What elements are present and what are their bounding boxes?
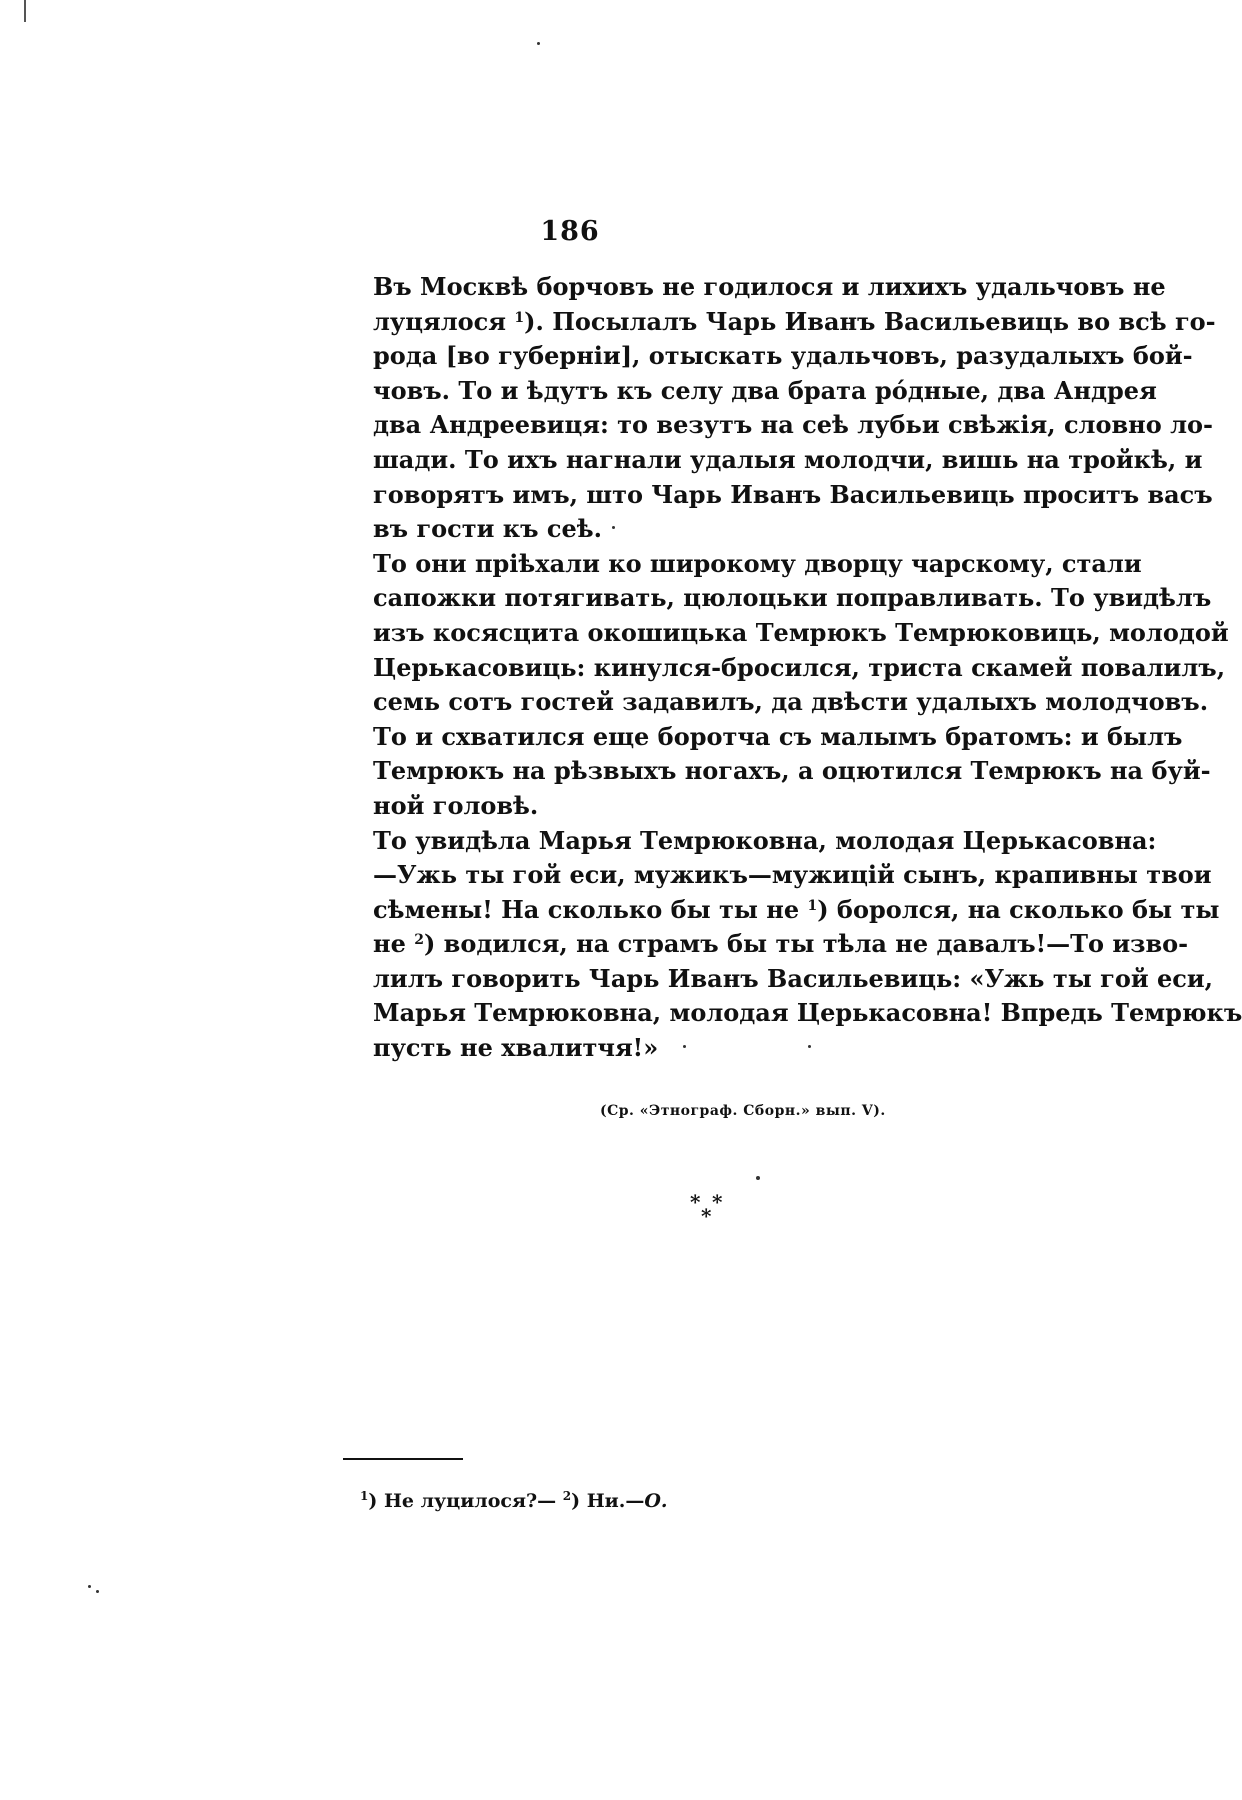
text-fragment: ) водился, на страмъ бы ты тѣла не давалъ!—То изво-: [423, 929, 1189, 959]
text-line: —Ужь ты гой еси, мужикъ—мужицій сынъ, крапивны твои: [373, 860, 1212, 890]
footnote-marker: 1: [360, 1489, 369, 1503]
text-line: Темрюкъ на рѣзвыхъ ногахъ, а оцютился Темрюкъ на буй-: [373, 756, 1211, 786]
source-citation: (Ср. «Этнограф. Сборн.» вып. V).: [600, 1103, 886, 1119]
text-line: Въ Москвѣ борчовъ не годилося и лихихъ удальчовъ не: [373, 272, 1166, 301]
footnote-text: ) Не луцилося?—: [368, 1490, 563, 1512]
text-line: сапожки потягивать, цюлоцьки поправливать. То увидѣлъ: [373, 583, 1212, 613]
text-line: шади. То ихъ нагнали удалыя молодчи, вишь на тройкѣ, и: [373, 444, 1203, 474]
text-fragment: ) боролся, на сколько бы ты: [817, 894, 1220, 924]
footnote-marker: 2: [562, 1489, 572, 1503]
text-line: човъ. То и ѣдутъ къ селу два брата рóдные, два Андрея: [373, 375, 1157, 405]
text-line: [343, 305, 1216, 340]
text-fragment: луцялося: [373, 306, 515, 336]
text-line: рода [во губерніи], отыскать удальчовъ, разудалыхъ бой-: [373, 341, 1193, 371]
paragraph-3: [343, 824, 1242, 1066]
paragraph-1: [343, 270, 1216, 547]
main-text: [343, 270, 1242, 1066]
text-line: ной головѣ.: [373, 790, 539, 820]
text-line: въ гости къ сеѣ.: [373, 514, 603, 544]
text-line: Церькасовиць: кинулся-бросился, триста скамей повалилъ,: [373, 652, 1226, 682]
footnote-ref: 1: [807, 897, 818, 914]
scan-speck: [88, 1585, 91, 1588]
text-fragment: ). Посылалъ Чарь Иванъ Васильевиць во всѣ го-: [524, 306, 1216, 336]
footnote: [360, 1490, 668, 1512]
scan-speck: [96, 1590, 99, 1593]
text-line: говорятъ имъ, што Чарь Иванъ Васильевиць проситъ васъ: [373, 479, 1213, 509]
scan-speck: [537, 42, 540, 45]
footnote-signature: О.: [644, 1490, 668, 1512]
footnote-ref: 2: [414, 932, 424, 949]
text-line: То увидѣла Марья Темрюковна, молодая Церькасовна:: [373, 825, 1157, 855]
asterisk: *: [701, 1204, 712, 1228]
paragraph-2: [343, 547, 1229, 824]
text-line: То они пріѣхали ко широкому дворцу чарскому, стали: [373, 548, 1142, 578]
page-number: 186: [540, 216, 600, 247]
footnote-divider: [343, 1458, 463, 1460]
footnote-ref: 1: [514, 309, 525, 326]
text-line: лилъ говорить Чарь Иванъ Васильевиць: «Ужь ты гой еси,: [373, 963, 1214, 993]
scan-edge-mark: [24, 0, 26, 22]
text-line: изъ косясцита окошицька Темрюкъ Темрюковиць, молодой: [373, 617, 1229, 647]
scan-speck: [756, 1176, 760, 1180]
text-fragment: сѣмены! На сколько бы ты не: [373, 894, 808, 924]
text-line: Марья Темрюковна, молодая Церькасовна! Впредь Темрюкъ: [373, 998, 1242, 1028]
asterism-separator: [690, 1190, 730, 1230]
text-line: пусть не хвалитчя!»: [373, 1033, 659, 1063]
text-line: два Андреевиця: то везутъ на сеѣ лубьи свѣжія, словно ло-: [373, 410, 1213, 440]
text-line: семь сотъ гостей задавилъ, да двѣсти удалыхъ молодчовъ.: [373, 687, 1209, 717]
text-line: [343, 927, 1189, 962]
asterisk: *: [712, 1190, 723, 1214]
text-fragment: не: [373, 929, 415, 959]
text-line: То и схватился еще боротча съ малымъ братомъ: и былъ: [373, 721, 1183, 751]
text-line: [343, 893, 1220, 928]
asterisk: *: [690, 1190, 701, 1214]
footnote-text: ) Ни.—: [571, 1490, 645, 1512]
